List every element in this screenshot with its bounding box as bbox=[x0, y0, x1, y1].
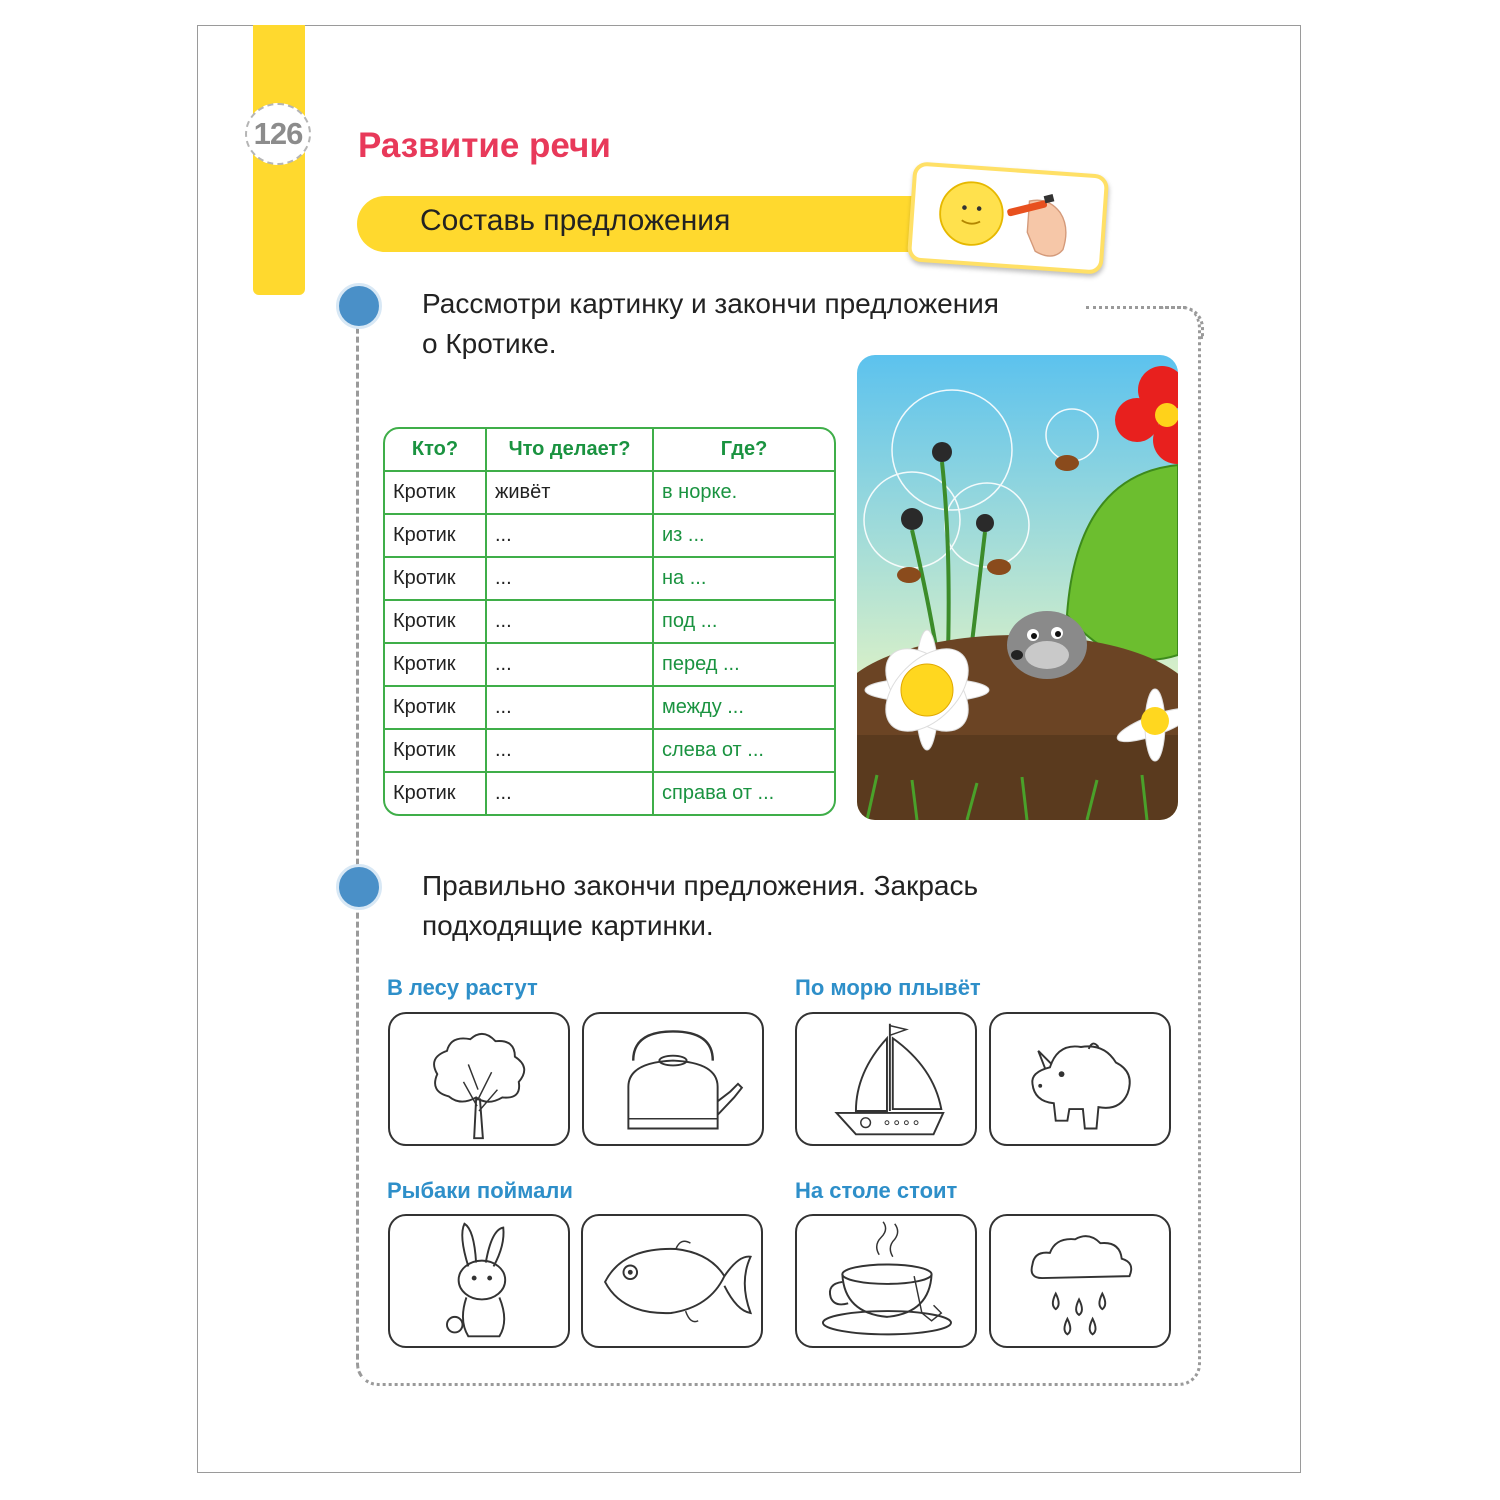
task1-line-1: Рассмотри картинку и закончи предложения bbox=[422, 288, 999, 319]
cell-who: Кротик bbox=[385, 515, 487, 558]
cell-where: справа от ... bbox=[662, 782, 775, 804]
cell-where: перед ... bbox=[654, 644, 834, 687]
cell-where: в норке. bbox=[654, 472, 834, 515]
rhino-icon bbox=[991, 1014, 1169, 1144]
header-what: Что делает? bbox=[487, 429, 654, 472]
cell-where: слева от ... bbox=[654, 730, 834, 773]
task1-line-2: о Кротике. bbox=[422, 328, 557, 359]
drawing-sun-icon bbox=[907, 161, 1109, 274]
cell-where: под ... bbox=[654, 601, 834, 644]
cell-who: Кротик bbox=[385, 644, 487, 687]
cell-what: ... bbox=[487, 773, 654, 814]
page-number: 126 bbox=[245, 103, 311, 165]
cell-who: Кротик bbox=[385, 601, 487, 644]
task-bullet-1 bbox=[336, 283, 382, 329]
group-label-table: На столе стоит bbox=[795, 1178, 958, 1203]
banner-title: Составь предложения bbox=[420, 204, 731, 237]
teacup-picture[interactable] bbox=[795, 1214, 977, 1348]
rain-cloud-icon bbox=[991, 1216, 1169, 1346]
cell-what: ... bbox=[487, 601, 654, 644]
kettle-picture[interactable] bbox=[582, 1012, 764, 1146]
cell-what: ... bbox=[487, 730, 654, 773]
kettle-icon bbox=[584, 1014, 762, 1144]
cell-what: ... bbox=[487, 558, 654, 601]
cell-what: ... bbox=[487, 687, 654, 730]
group-label-fishermen: Рыбаки поймали bbox=[387, 1178, 573, 1203]
cell-where: из ... bbox=[654, 515, 834, 558]
table-row bbox=[385, 601, 834, 644]
cell-where: между ... bbox=[654, 687, 834, 730]
table-row bbox=[385, 644, 834, 687]
table-row bbox=[385, 472, 834, 515]
task2-text bbox=[422, 866, 978, 946]
cell-who: Кротик bbox=[385, 687, 487, 730]
sailboat-picture[interactable] bbox=[795, 1012, 977, 1146]
bunny-icon bbox=[390, 1216, 568, 1346]
task2-line-2: подходящие картинки. bbox=[422, 910, 714, 941]
cell-who: Кротик bbox=[385, 472, 487, 515]
table-row bbox=[385, 558, 834, 601]
header-where: Где? bbox=[654, 429, 834, 472]
rhino-picture[interactable] bbox=[989, 1012, 1171, 1146]
cell-who: Кротик bbox=[385, 773, 487, 814]
cell-who: Кротик bbox=[385, 558, 487, 601]
group-label-sea: По морю плывёт bbox=[795, 975, 981, 1000]
cell-what: ... bbox=[487, 515, 654, 558]
task-bullet-2 bbox=[336, 864, 382, 910]
fish-icon bbox=[583, 1216, 761, 1346]
cell-where: на ... bbox=[654, 558, 834, 601]
task2-line-1: Правильно закончи предложения. Закрась bbox=[422, 870, 979, 901]
header-who: Кто? bbox=[385, 429, 487, 472]
cell-what: живёт bbox=[487, 472, 654, 515]
group-label-forest: В лесу растут bbox=[387, 975, 538, 1000]
table-row bbox=[385, 773, 834, 814]
task1-text bbox=[422, 284, 999, 364]
cell-who: Кротик bbox=[385, 730, 487, 773]
fish-picture[interactable] bbox=[581, 1214, 763, 1348]
table-row bbox=[385, 515, 834, 558]
tree-picture[interactable] bbox=[388, 1012, 570, 1146]
sentence-table bbox=[383, 427, 836, 816]
sailboat-icon bbox=[797, 1014, 975, 1144]
tree-icon bbox=[390, 1014, 568, 1144]
cell-what: ... bbox=[487, 644, 654, 687]
table-row bbox=[385, 730, 834, 773]
section-title: Развитие речи bbox=[358, 126, 611, 165]
table-row bbox=[385, 687, 834, 730]
mole-scene-illustration bbox=[857, 355, 1178, 820]
bunny-picture[interactable] bbox=[388, 1214, 570, 1348]
rain-cloud-picture[interactable] bbox=[989, 1214, 1171, 1348]
teacup-icon bbox=[797, 1216, 975, 1346]
